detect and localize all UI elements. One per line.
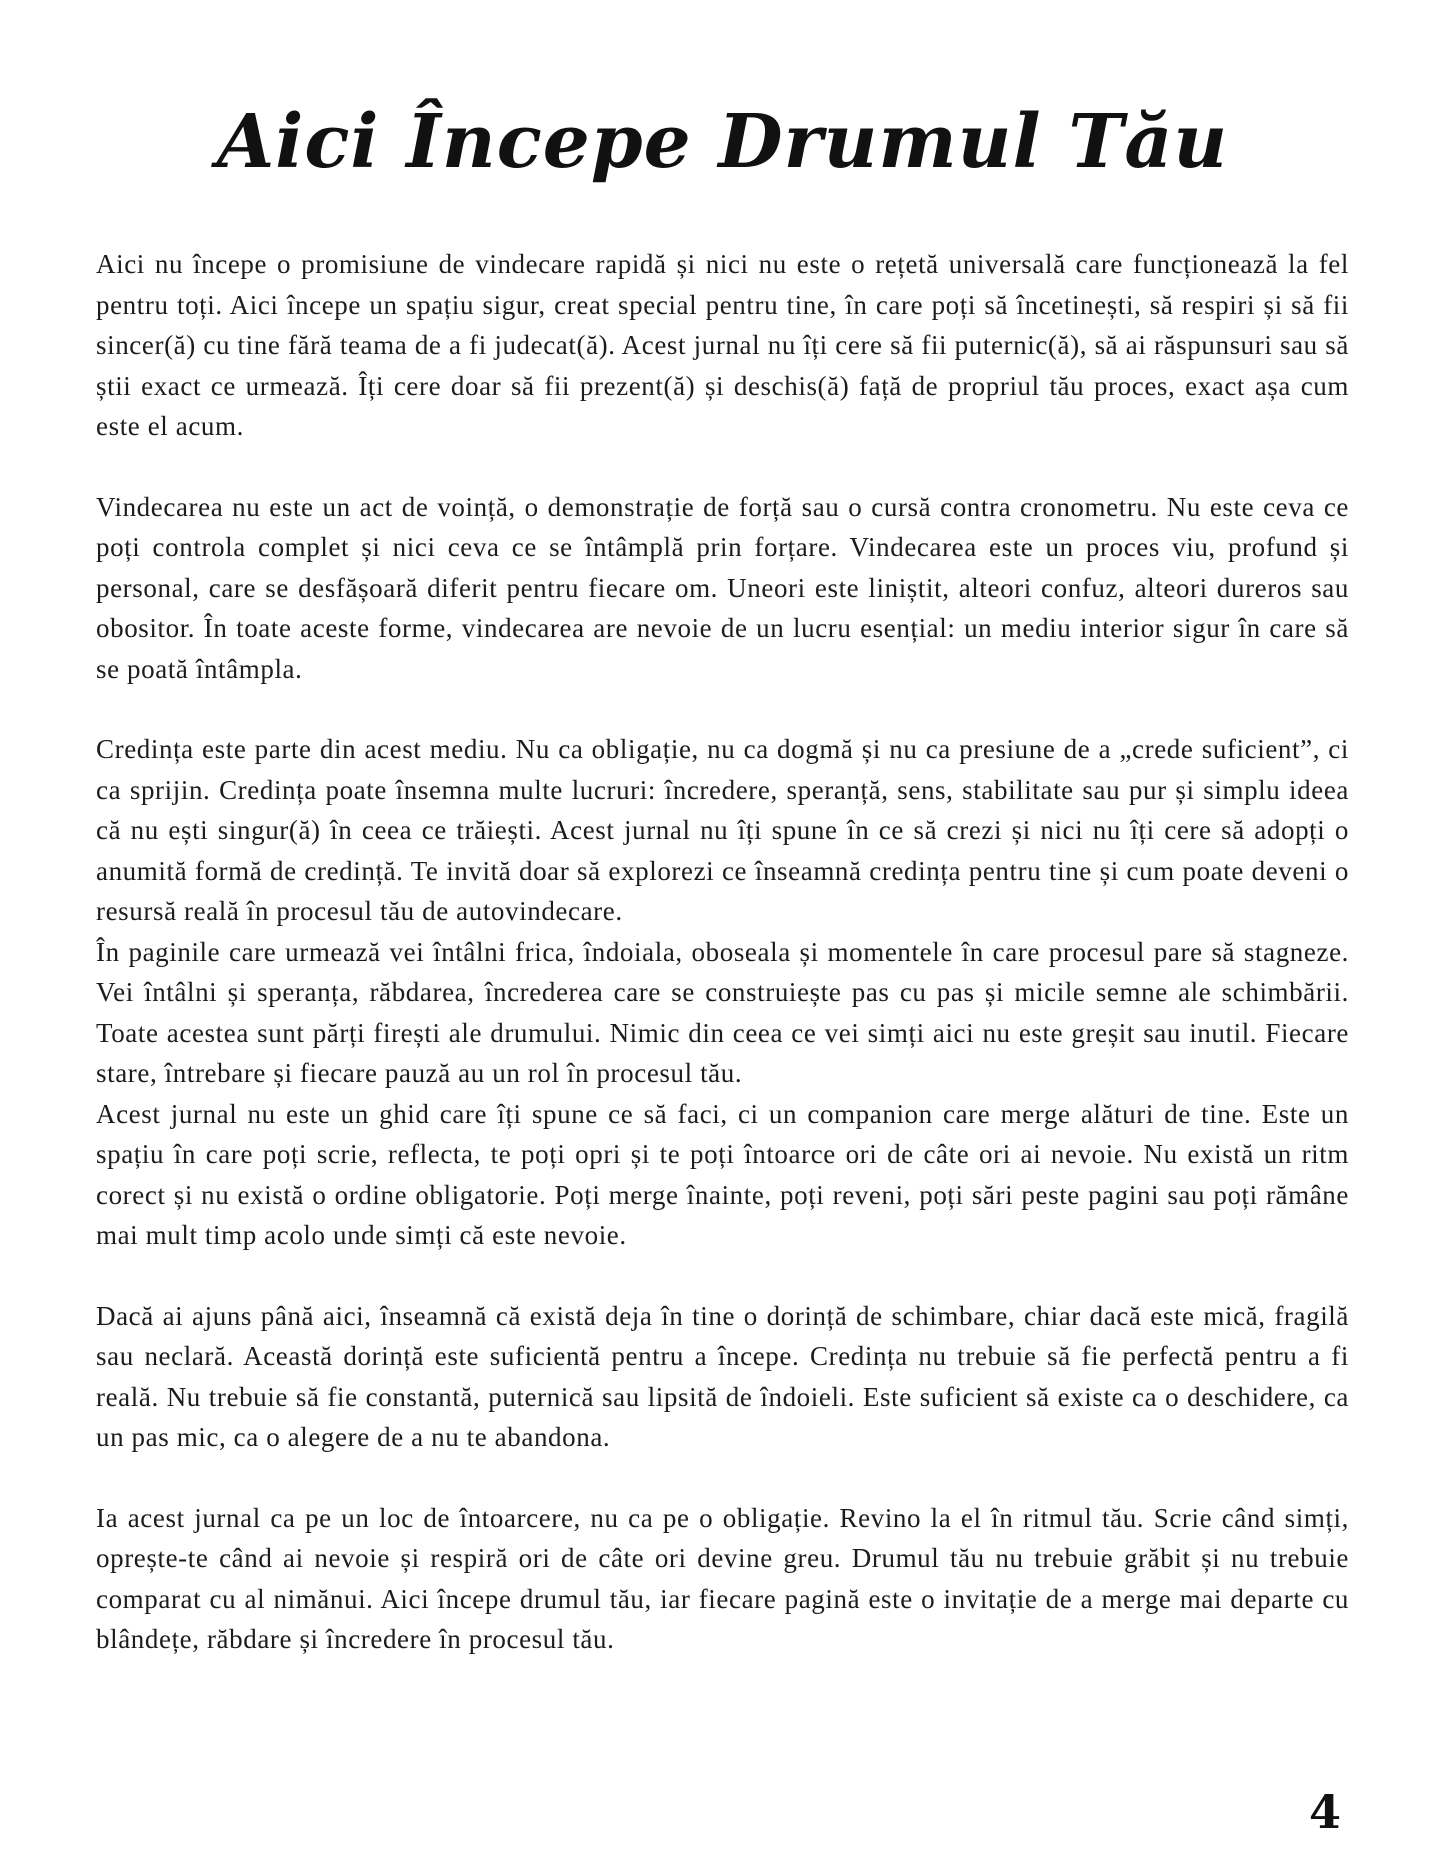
paragraph-6: Dacă ai ajuns până aici, înseamnă că există deja în tine o dorință de schimbare, chiar dacă este mică, fragilă sau neclară. Această dorință este suficientă pentru a începe. Credința nu trebuie să fie perfectă pentru a fi reală. Nu trebuie să fie constantă, puternică sau lipsită de îndoieli. Este suficient să existe ca o deschidere, ca un pas mic, ca o alegere de a nu te abandona. [96, 1300, 1349, 1452]
paragraph-4: În paginile care urmează vei întâlni frica, îndoiala, oboseala și momentele în care procesul pare să stagneze. Vei întâlni și speranța, răbdarea, încrederea care se construiește pas cu pas și micile semne ale schimbării. Toate acestea sunt părți firești ale drumului. Nimic din ceea ce vei simți aici nu este greșit sau inutil. Fiecare stare, întrebare și fiecare pauză au un rol în procesul tău. [96, 936, 1349, 1088]
paragraph-2: Vindecarea nu este un act de voință, o demonstrație de forță sau o cursă contra cronometru. Nu este ceva ce poți controla complet și nici ceva ce se întâmplă prin forțare. Vindecarea este un proces viu, profund și personal, care se desfășoară diferit pentru fiecare om. Uneori este liniștit, alteori confuz, alteori dureros sau obositor. În toate aceste forme, vindecarea are nevoie de un lucru esențial: un mediu interior sigur în care să se poată întâmpla. [96, 491, 1349, 684]
paragraph-1: Aici nu începe o promisiune de vindecare rapidă și nici nu este o rețetă universală care funcționează la fel pentru toți. Aici începe un spațiu sigur, creat special pentru tine, în care poți să încetinești, să respiri și să fii sincer(ă) cu tine fără teama de a fi judecat(ă). Acest jurnal nu îți cere să fii puternic(ă), să ai răspunsuri sau să știi exact ce urmează. Îți cere doar să fii prezent(ă) și deschis(ă) față de propriul tău proces, exact așa cum este el acum. [96, 249, 1349, 441]
page-title: Aici Începe Drumul Tău [216, 99, 1229, 185]
paragraph-3: Credința este parte din acest mediu. Nu ca obligație, nu ca dogmă și nu ca presiune de a „crede suficient”, ci ca sprijin. Credința poate însemna multe lucruri: încredere, speranță, sens, stabilitate sau pur și simplu ideea că nu ești singur(ă) în ceea ce trăiești. Acest jurnal nu îți spune în ce să crezi și nici nu îți cere să adopți o anumită formă de credință. Te invită doar să explorezi ce înseamnă credința pentru tine și cum poate deveni o resursă reală în procesul tău de autovindecare. [96, 734, 1349, 926]
paragraph-7: Ia acest jurnal ca pe un loc de întoarcere, nu ca pe o obligație. Revino la el în ritmul tău. Scrie când simți, oprește-te când ai nevoie și respiră ori de câte ori devine greu. Drumul tău nu trebuie grăbit și nu trebuie comparat cu al nimănui. Aici începe drumul tău, iar fiecare pagină este o invitație de a merge mai departe cu blândețe, răbdare și încredere în procesul tău. [96, 1502, 1349, 1654]
body-text [96, 244, 1349, 1660]
document-page [96, 0, 1349, 1871]
page-number: 4 [1308, 1785, 1341, 1839]
paragraph-5: Acest jurnal nu este un ghid care îți spune ce să faci, ci un companion care merge alături de tine. Este un spațiu în care poți scrie, reflecta, te poți opri și te poți întoarce ori de câte ori ai nevoie. Nu există un ritm corect și nu există o ordine obligatorie. Poți merge înainte, poți reveni, poți sări peste pagini sau poți rămâne mai mult timp acolo unde simți că este nevoie. [96, 1098, 1349, 1250]
